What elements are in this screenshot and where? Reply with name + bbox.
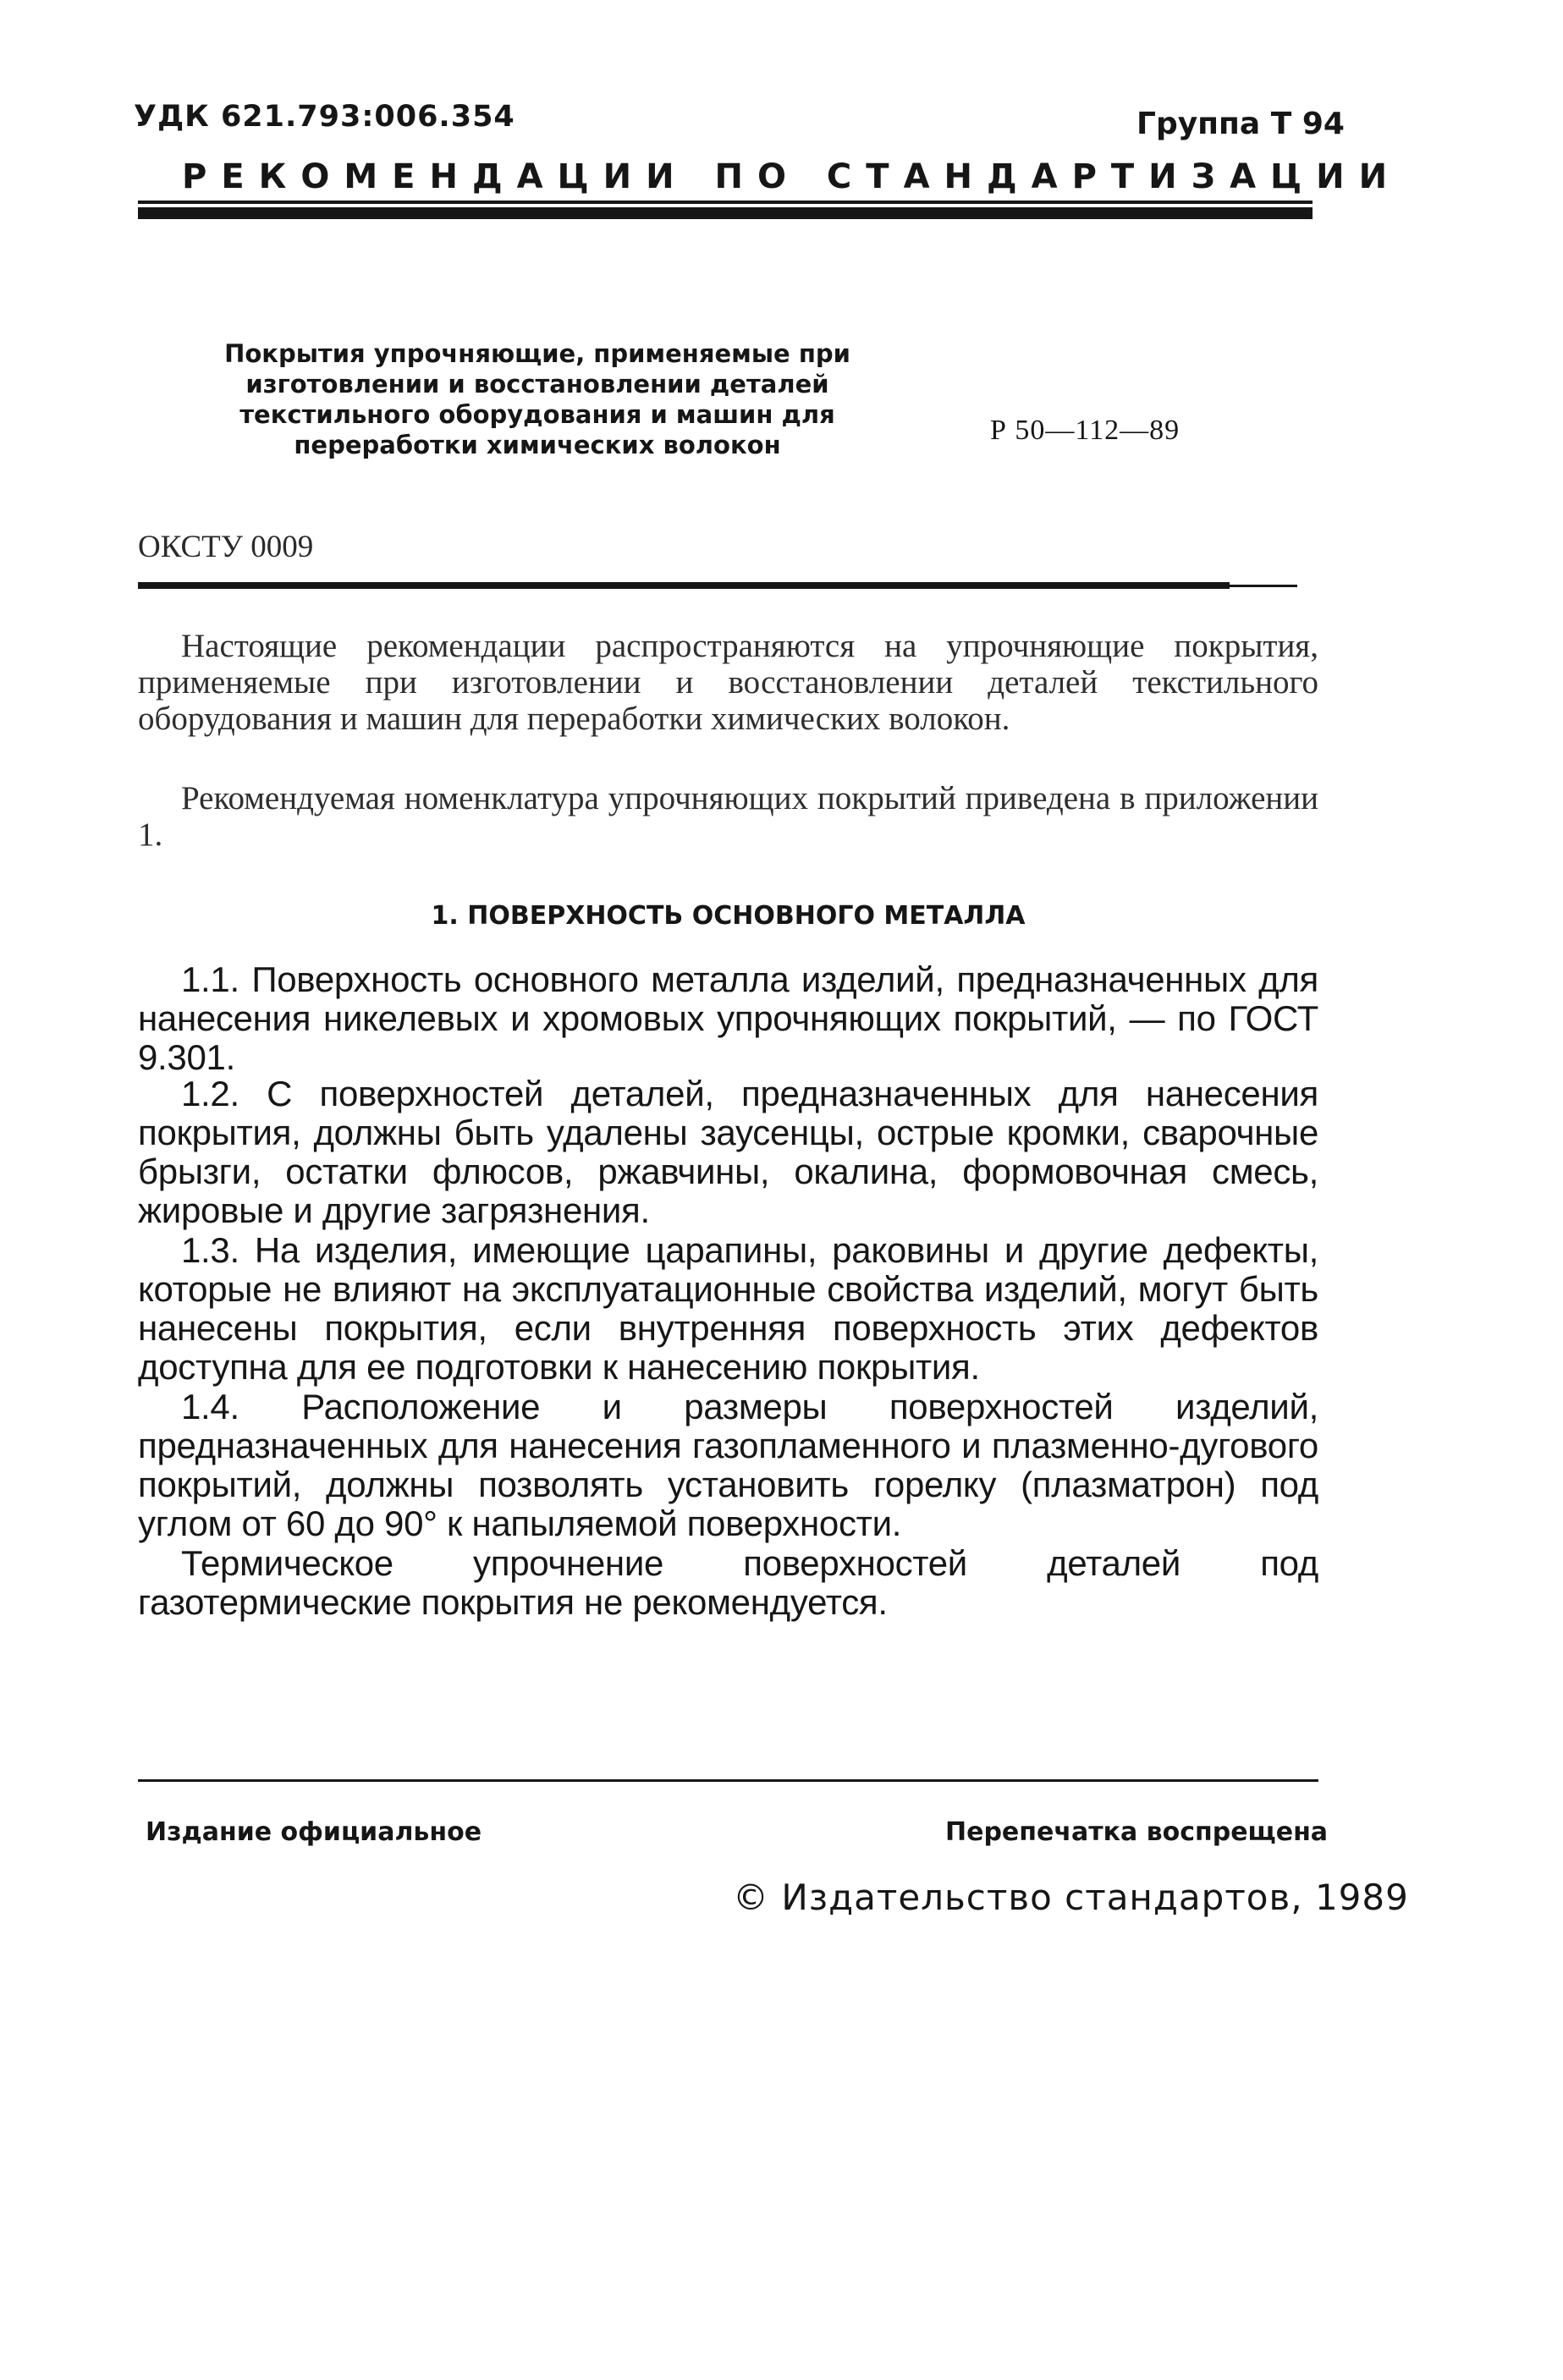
edition-label: Издание официальное	[146, 1817, 482, 1847]
title-rule-tail	[1230, 585, 1297, 587]
clause-1-3-text: 1.3. На изделия, имеющие царапины, раковины и другие дефекты, которые не влияют на эксплуатационные свойства изделий, могут быть нанесены покрытия, если внутренняя поверхность этих дефектов доступна для ее подготовки к нанесению покрытия.	[138, 1230, 1318, 1387]
clause-1-2	[138, 1075, 1318, 1230]
intro-paragraph-2-text: Рекомендуемая номенклатура упрочняющих покрытий приведена в приложении 1.	[138, 780, 1318, 853]
footer-rule	[138, 1779, 1318, 1782]
clause-1-3	[138, 1231, 1318, 1387]
intro-paragraph-2	[138, 780, 1318, 853]
header-rule-thin	[138, 201, 1313, 204]
reprint-notice: Перепечатка воспрещена	[945, 1817, 1329, 1847]
series-heading: РЕКОМЕНДАЦИИ ПО СТАНДАРТИЗАЦИИ	[182, 157, 1402, 196]
clause-note-text: Термическое упрочнение поверхностей деталей под газотермические покрытия не рекомендуется.	[138, 1543, 1318, 1622]
intro-paragraph-1	[138, 628, 1318, 737]
clause-1-1-text: 1.1. Поверхность основного металла изделий, предназначенных для нанесения никелевых и хромовых упрочняющих покрытий, — по ГОСТ 9.301.	[138, 959, 1318, 1077]
group-code: Группа Т 94	[1136, 107, 1345, 141]
section-title: 1. ПОВЕРХНОСТЬ ОСНОВНОГО МЕТАЛЛА	[431, 901, 1026, 931]
oksty-code: ОКСТУ 0009	[138, 530, 314, 564]
clause-1-4	[138, 1388, 1318, 1543]
publisher-copyright: © Издательство стандартов, 1989	[733, 1877, 1409, 1918]
intro-paragraph-1-text: Настоящие рекомендации распространяются на упрочняющие покрытия, применяемые при изготовлении и восстановлении деталей текстильного оборудования и машин для переработки химических волокон.	[138, 628, 1318, 737]
header-rule-thick	[138, 207, 1313, 219]
clause-1-4-text: 1.4. Расположение и размеры поверхностей изделий, предназначенных для нанесения газопламенного и плазменно-дугового покрытий, должны позволять установить горелку (плазматрон) под углом от 60 до 90° к напыляемой поверхности.	[138, 1387, 1318, 1543]
title-rule	[138, 582, 1230, 589]
udk-code: УДК 621.793:006.354	[134, 100, 515, 134]
clause-note	[138, 1544, 1318, 1622]
document-title: Покрытия упрочняющие, применяемые при изготовлении и восстановлении деталей текстильного оборудования и машин для переработки химических волокон	[224, 339, 850, 459]
document-code: Р 50—112—89	[990, 415, 1181, 446]
clause-1-2-text: 1.2. С поверхностей деталей, предназначенных для нанесения покрытия, должны быть удалены заусенцы, острые кромки, сварочные брызги, остатки флюсов, ржавчины, окалина, формовочная смесь, жировые и другие загрязнения.	[138, 1074, 1318, 1230]
clause-1-1	[138, 960, 1318, 1077]
